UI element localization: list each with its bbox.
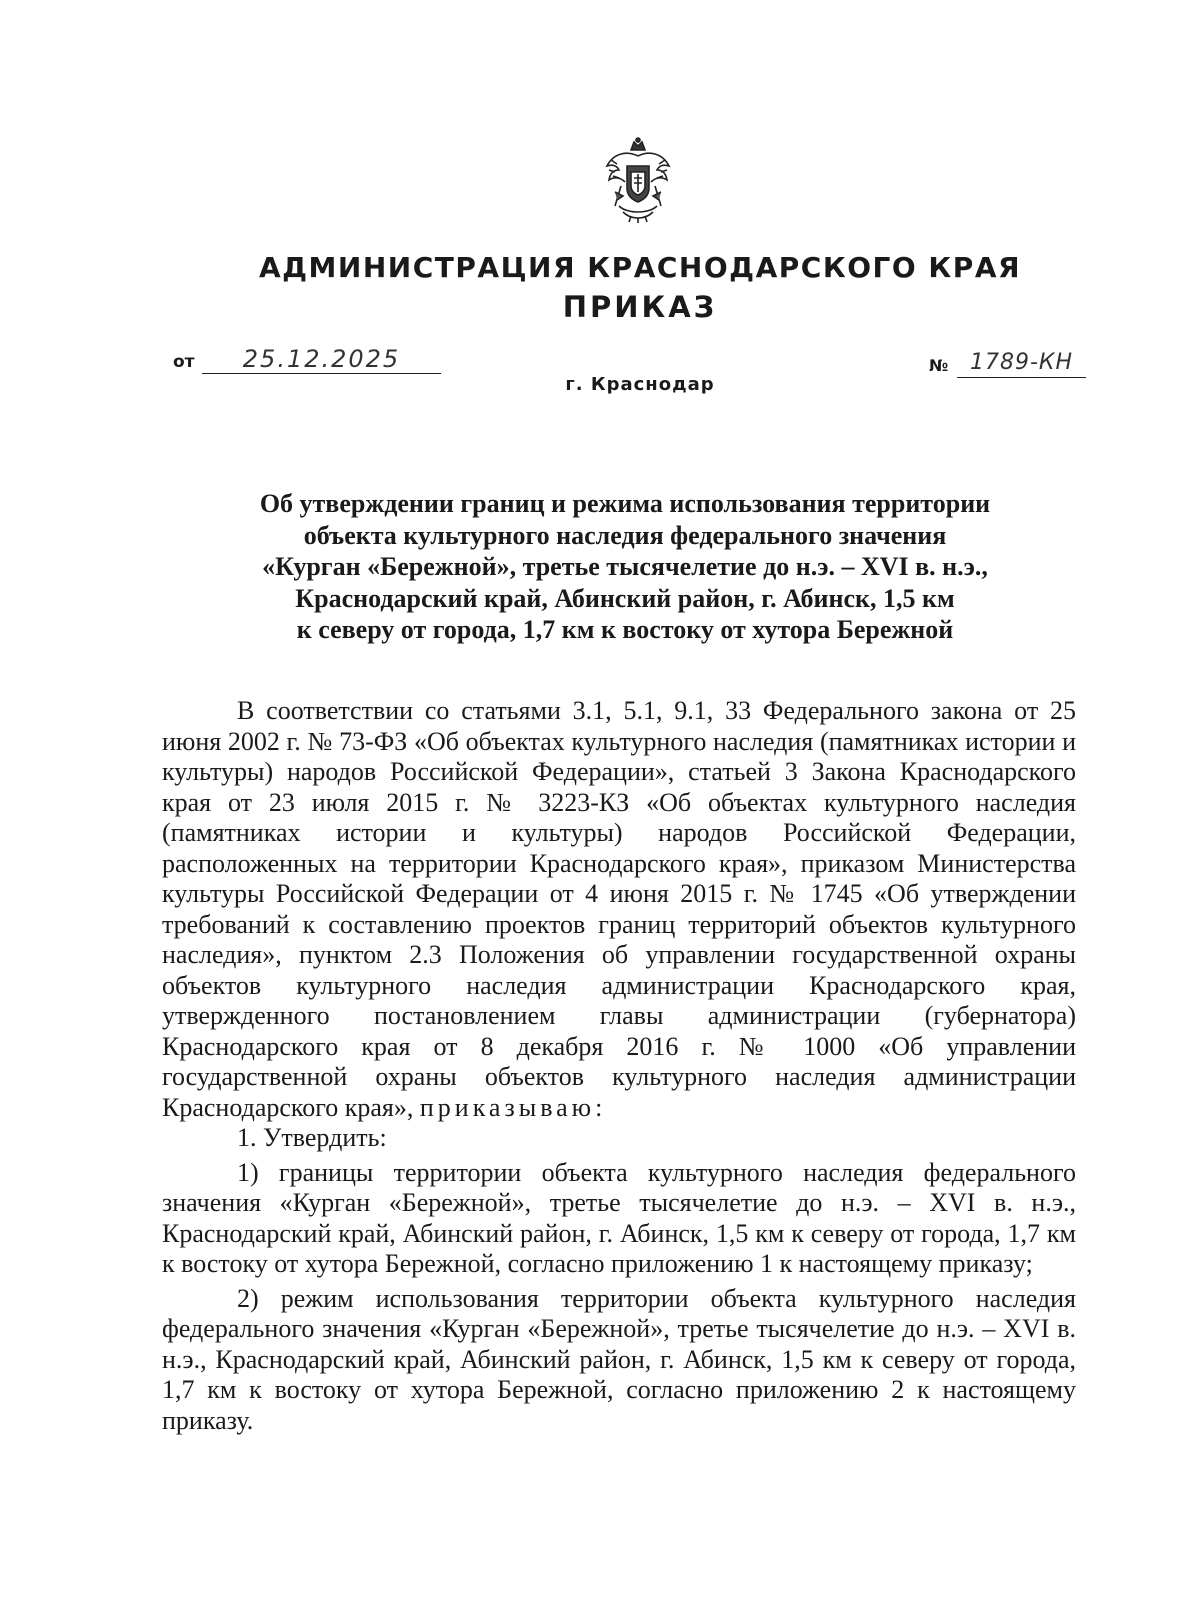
preamble-text: В соответствии со статьями 3.1, 5.1, 9.1, 33 Федерального закона от 25 июня 2002 г. № 73-ФЗ «Об объектах культурного наследия (памятниках истории и культуры) народов Российской Федерации», статьей 3 Закона Краснодарского края от 23 июля 2015 г. № 3223-КЗ «Об объектах культурного наследия (памятниках истории и культуры) народов Российской Федерации, расположенных на территории Краснодарского края», приказом Министерства культуры Российской Федерации от 4 июня 2015 г. № 1745 «Об утверждении требований к составлению проектов границ территорий объектов культурного наследия», пунктом 2.3 Положения об управлении государственной охраны объектов культурного наследия администрации Краснодарского края, утвержденного постановлением главы администрации (губернатора) Краснодарского края от 8 декабря 2016 г. № 1000 «Об управлении государственной охраны объектов культурного наследия администрации Краснодарского края», <box>162 696 1076 1122</box>
document-subject <box>150 488 1100 646</box>
subject-line: Об утверждении границ и режима использования территории <box>259 489 991 518</box>
document-number-field: 1789-КН <box>957 350 1086 378</box>
subject-line: к северу от города, 1,7 км к востоку от хутора Бережной <box>296 615 954 644</box>
city-name: г. Краснодар <box>565 374 715 395</box>
subject-line: объекта культурного наследия федерального значения <box>303 520 947 550</box>
subject-line: «Курган «Бережной», третье тысячелетие до н.э. – XVI в. н.э., <box>262 552 988 581</box>
document-body <box>162 696 1076 1436</box>
organization-title: АДМИНИСТРАЦИЯ КРАСНОДАРСКОГО КРАЯ <box>258 251 1022 284</box>
coat-of-arms-icon <box>601 136 675 224</box>
item-1-2: 2) режим использования территории объекта культурного наследия федерального значения «Курган «Бережной», третье тысячелетие до н.э. – XVI в. н.э., Краснодарский край, Абинский район, г. Абинск, 1,5 км к северу от города, 1,7 км к востоку от хутора Бережной, согласно приложению 2 к настоящему приказу. <box>162 1283 1076 1435</box>
item-1: 1. Утвердить: <box>237 1123 387 1152</box>
date-label: от <box>173 352 195 372</box>
order-word: приказываю: <box>419 1092 607 1122</box>
number-label: № <box>929 356 949 375</box>
preamble-paragraph <box>162 696 1076 1123</box>
subject-line: Краснодарский край, Абинский район, г. Абинск, 1,5 км <box>295 583 955 613</box>
document-type: ПРИКАЗ <box>562 290 718 324</box>
item-1-1: 1) границы территории объекта культурного наследия федерального значения «Курган «Бережной», третье тысячелетие до н.э. – XVI в. н.э., Краснодарский край, Абинский район, г. Абинск, 1,5 км к северу от города, 1,7 км к востоку от хутора Бережной, согласно приложению 1 к настоящему приказу; <box>162 1157 1076 1278</box>
date-field: 25.12.2025 <box>202 345 441 374</box>
